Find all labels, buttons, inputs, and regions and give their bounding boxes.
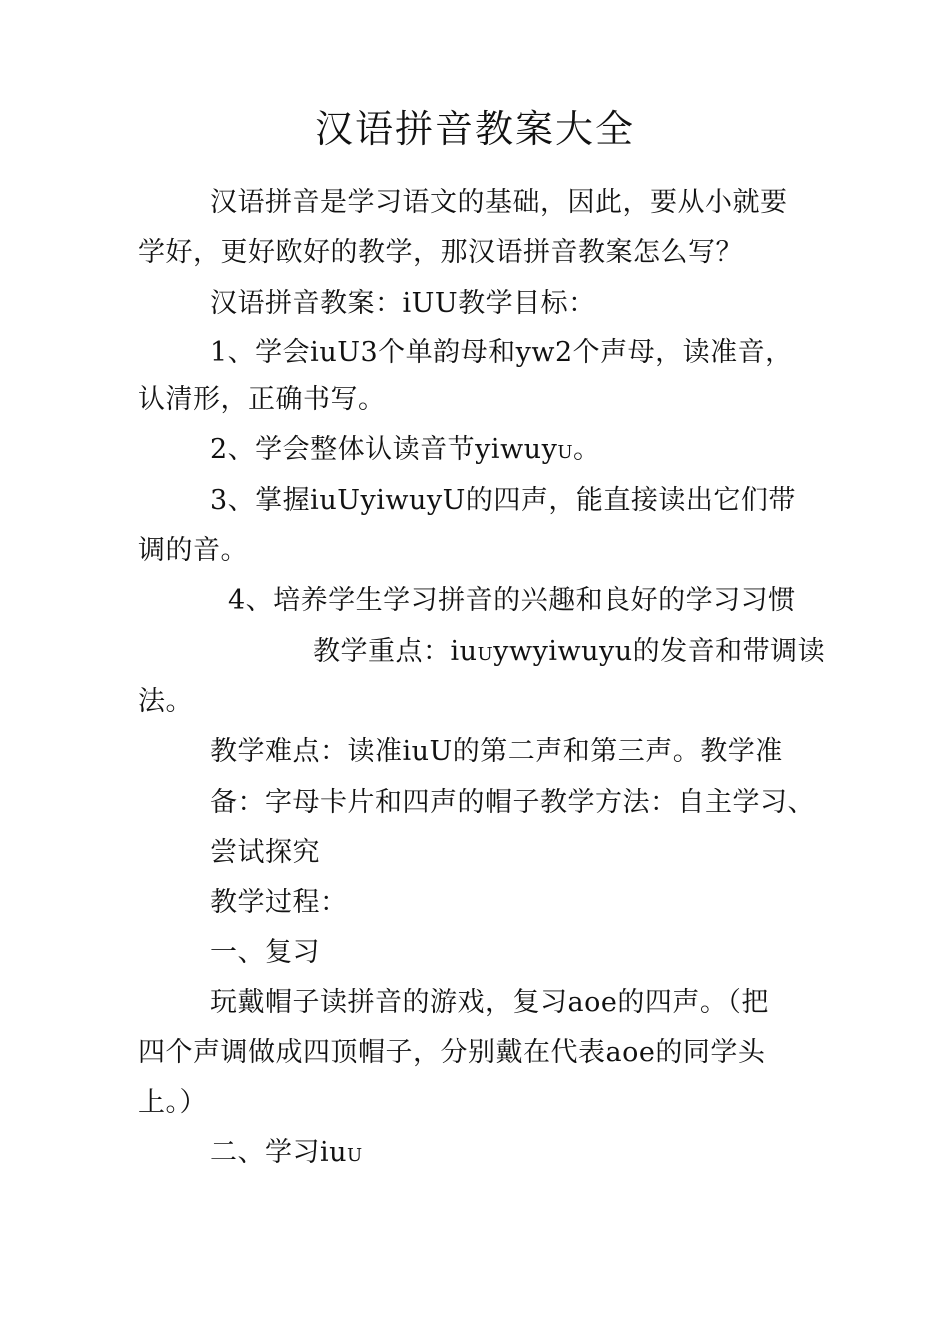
- paragraph-line: 学好，更好欧好的教学，那汉语拼音教案怎么写？: [138, 237, 743, 268]
- paragraph-line: 教学过程：: [210, 887, 348, 918]
- paragraph-line: 一、复习: [210, 937, 320, 968]
- line-text: 二、学习iu: [210, 1137, 348, 1168]
- paragraph-line: 调的音。: [138, 535, 248, 566]
- line-text: ywyiwuyu的发音和带调读: [493, 636, 826, 667]
- paragraph-line: 四个声调做成四顶帽子，分别戴在代表aoe的同学头: [138, 1037, 766, 1068]
- paragraph-line: 上。）: [138, 1087, 207, 1118]
- paragraph-line: 尝试探究: [210, 837, 320, 868]
- paragraph-line: 备：字母卡片和四声的帽子教学方法：自主学习、: [210, 787, 815, 818]
- line-text: 。: [573, 434, 601, 465]
- paragraph-line: 认清形，正确书写。: [138, 384, 386, 415]
- paragraph-line: 教学难点：读准iuU的第二声和第三声。教学准: [210, 736, 783, 767]
- paragraph-line: 1、学会iuU3个单韵母和yw2个声母，读准音，: [210, 337, 793, 368]
- paragraph-line: [313, 635, 825, 672]
- line-text-small: U: [557, 442, 573, 463]
- paragraph-line: [210, 433, 601, 470]
- paragraph-line: 玩戴帽子读拼音的游戏，复习aoe的四声。（把: [210, 987, 769, 1018]
- paragraph-line: 汉语拼音是学习语文的基础，因此，要从小就要: [210, 187, 788, 218]
- paragraph-line: 3、掌握iuUyiwuyU的四声，能直接读出它们带: [210, 485, 796, 516]
- paragraph-line: 4、培养学生学习拼音的兴趣和良好的学习习惯: [228, 585, 796, 616]
- line-text-small: U: [477, 644, 494, 665]
- line-text-small: U: [347, 1145, 363, 1166]
- paragraph-line: 法。: [138, 686, 193, 717]
- paragraph-line: 汉语拼音教案：iUU教学目标：: [210, 288, 596, 319]
- paragraph-line: [210, 1136, 363, 1173]
- line-text: 2、学会整体认读音节yiwuy: [210, 434, 558, 465]
- line-text: 教学重点：iu: [313, 636, 478, 667]
- document-title: 汉语拼音教案大全: [314, 107, 635, 151]
